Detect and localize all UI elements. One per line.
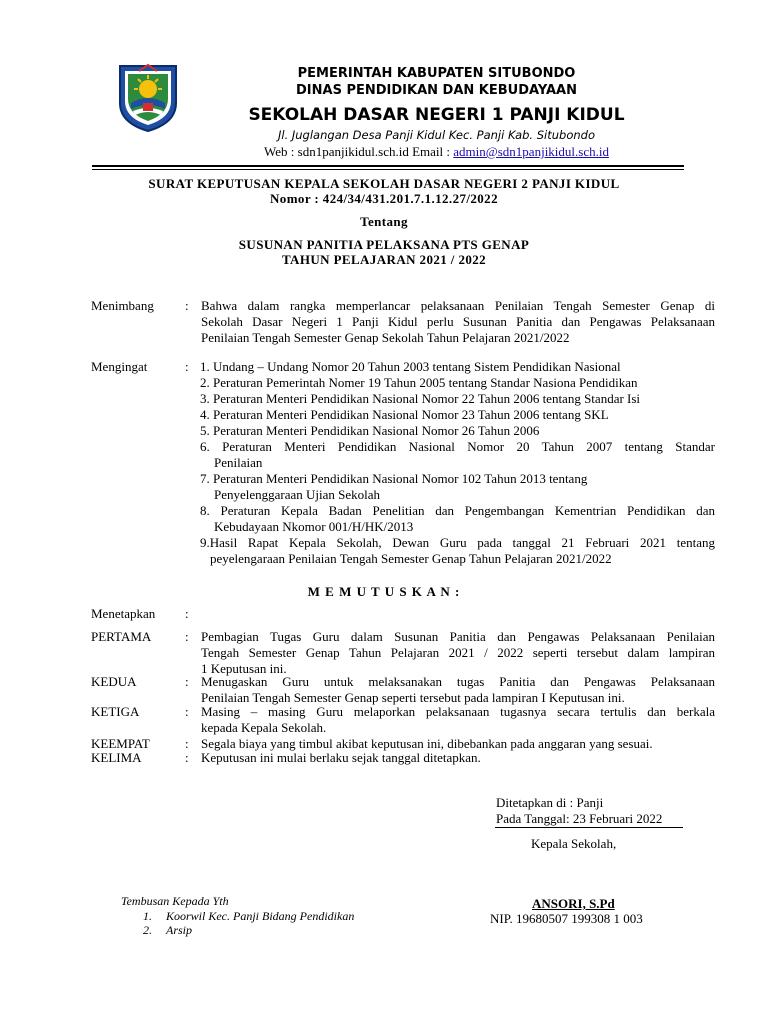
tembusan-title: Tembusan Kepada Yth — [121, 894, 229, 908]
decree-subject: SUSUNAN PANITIA PELAKSANA PTS GENAP — [238, 237, 530, 252]
menimbang-line: Bahwa dalam rangka memperlancar pelaksanaan Penilaian Tengah Semester Genap di — [201, 298, 715, 313]
ketiga-label: KETIGA — [91, 704, 140, 719]
decision-line: kepada Kepala Sekolah. — [201, 720, 327, 735]
mengingat-label: Mengingat — [91, 359, 148, 374]
signatory-name: ANSORI, S.Pd — [532, 896, 615, 911]
mengingat-item-continued: Penilaian — [214, 455, 263, 470]
ditetapkan-di: Ditetapkan di : Panji — [496, 795, 604, 810]
pada-tanggal: Pada Tanggal: 23 Februari 2022 — [496, 811, 663, 826]
tembusan-num: 1. — [143, 909, 152, 923]
keempat-colon: : — [185, 736, 189, 751]
date-underline — [495, 827, 683, 828]
tembusan-item: Koorwil Kec. Panji Bidang Pendidikan — [166, 909, 355, 923]
web-label: Web : sdn1panjikidul.sch.id Email : — [264, 144, 454, 159]
mengingat-item: 9.Hasil Rapat Kepala Sekolah, Dewan Guru pada tanggal 21 Februari 2021 tentang — [200, 535, 715, 550]
menetapkan-colon: : — [185, 606, 189, 621]
tembusan-num: 2. — [143, 923, 152, 937]
mengingat-item-continued: peyelengaraan Penilaian Tengah Semester Genap Tahun Pelajaran 2021/2022 — [210, 551, 612, 566]
decree-subject-year: TAHUN PELAJARAN 2021 / 2022 — [281, 252, 487, 267]
ketiga-text — [201, 704, 715, 736]
kelima-label: KELIMA — [91, 750, 142, 765]
decision-line: Penilaian Tengah Semester Genap seperti tersebut pada lampiran I Keputusan ini. — [201, 690, 625, 705]
kelima-colon: : — [185, 750, 189, 765]
school-address: Jl. Juglangan Desa Panji Kidul Kec. Panji Kab. Situbondo — [277, 128, 595, 142]
kelima-text: Keputusan ini mulai berlaku sejak tanggal ditetapkan. — [201, 750, 481, 765]
menimbang-line: Penilaian Tengah Semester Genap Sekolah Tahun Pelajaran 2021/2022 — [201, 330, 570, 345]
pertama-label: PERTAMA — [91, 629, 152, 644]
kedua-label: KEDUA — [91, 674, 137, 689]
district-emblem — [117, 63, 179, 133]
tentang-label: Tentang — [360, 214, 408, 229]
menetapkan-label: Menetapkan — [91, 606, 156, 621]
kedua-colon: : — [185, 674, 189, 689]
header-divider-thick — [92, 165, 684, 167]
mengingat-item-continued: Kebudayaan Nkomor 001/H/HK/2013 — [214, 519, 414, 534]
mengingat-item: 8. Peraturan Kepala Badan Penelitian dan Pengembangan Kementrian Pendidikan dan — [200, 503, 715, 518]
decision-line: 1 Keputusan ini. — [201, 661, 287, 676]
email-link[interactable]: admin@sdn1panjikidul.sch.id — [453, 144, 609, 159]
contact-line — [204, 144, 669, 160]
menimbang-colon: : — [185, 298, 189, 313]
kedua-text — [201, 674, 715, 706]
tembusan-item: Arsip — [166, 923, 193, 937]
menimbang-line: Sekolah Dasar Negeri 1 Panji Kidul perlu Susunan Panitia dan Pengawas Pelaksanaan — [201, 314, 715, 329]
department-name: DINAS PENDIDIKAN DAN KEBUDAYAAN — [296, 83, 577, 98]
mengingat-item: 7. Peraturan Menteri Pendidikan Nasional Nomor 102 Tahun 2013 tentang — [200, 471, 588, 486]
government-name: PEMERINTAH KABUPATEN SITUBONDO — [297, 66, 576, 81]
decision-line: Masing – masing Guru melaporkan pelaksanaan tugasnya secara tertulis dan berkala — [201, 704, 715, 719]
mengingat-item: 3. Peraturan Menteri Pendidikan Nasional Nomor 22 Tahun 2006 tentang Standar Isi — [200, 391, 641, 406]
signatory-position: Kepala Sekolah, — [531, 836, 617, 851]
decree-number: Nomor : 424/34/431.201.7.1.12.27/2022 — [270, 191, 498, 206]
decree-title: SURAT KEPUTUSAN KEPALA SEKOLAH DASAR NEGERI 2 PANJI KIDUL — [148, 176, 620, 191]
decision-line: Menugaskan Guru untuk melaksanakan tugas Panitia dan Pengawas Pelaksanaan — [201, 674, 715, 689]
mengingat-colon: : — [185, 359, 189, 374]
memutuskan-heading: M E M U T U S K A N : — [307, 584, 461, 599]
mengingat-item: 4. Peraturan Menteri Pendidikan Nasional Nomor 23 Tahun 2006 tentang SKL — [200, 407, 609, 422]
header-divider-thin — [92, 169, 684, 170]
signatory-nip: NIP. 19680507 199308 1 003 — [490, 911, 643, 926]
mengingat-item: 6. Peraturan Menteri Pendidikan Nasional Nomor 20 Tahun 2007 tentang Standar — [200, 439, 715, 454]
school-name: SEKOLAH DASAR NEGERI 1 PANJI KIDUL — [248, 105, 625, 125]
menimbang-label: Menimbang — [91, 298, 154, 313]
menimbang-text — [201, 298, 715, 346]
ketiga-colon: : — [185, 704, 189, 719]
keempat-label: KEEMPAT — [91, 736, 150, 751]
mengingat-item: 2. Peraturan Pemerintah Nomer 19 Tahun 2005 tentang Standar Nasiona Pendidikan — [200, 375, 638, 390]
mengingat-item: 1. Undang – Undang Nomor 20 Tahun 2003 tentang Sistem Pendidikan Nasional — [200, 359, 621, 374]
keempat-text: Segala biaya yang timbul akibat keputusan ini, dibebankan pada anggaran yang sesuai. — [201, 736, 653, 751]
pertama-colon: : — [185, 629, 189, 644]
decision-line: Pembagian Tugas Guru dalam Susunan Panitia dan Pengawas Pelaksanaan Penilaian — [201, 629, 715, 644]
pertama-text — [201, 629, 715, 677]
mengingat-item: 5. Peraturan Menteri Pendidikan Nasional Nomor 26 Tahun 2006 — [200, 423, 540, 438]
mengingat-list — [200, 359, 715, 567]
decision-line: Tengah Semester Genap Tahun Pelajaran 2021 / 2022 seperti tersebut dalam lampiran — [201, 645, 715, 660]
mengingat-item-continued: Penyelenggaraan Ujian Sekolah — [214, 487, 381, 502]
